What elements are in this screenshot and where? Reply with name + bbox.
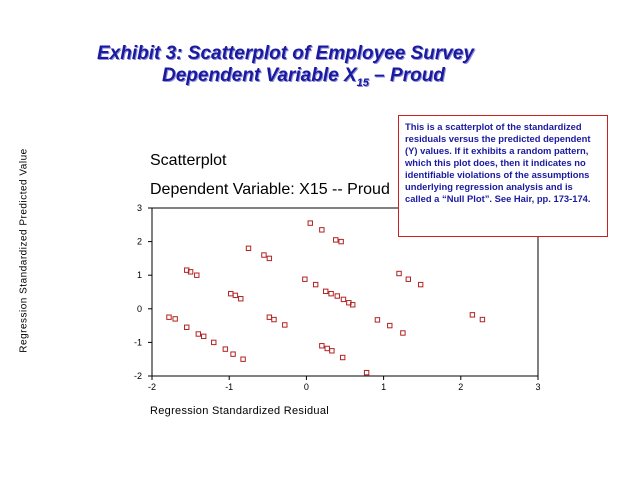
- scatter-point: [325, 346, 329, 350]
- y-tick-label: 3: [136, 203, 142, 213]
- scatter-point: [212, 340, 216, 344]
- scatter-point: [341, 297, 345, 301]
- scatter-point: [308, 221, 312, 225]
- scatter-point: [272, 317, 276, 321]
- title-variable: Dependent Variable X: [162, 65, 357, 86]
- scatter-point: [202, 334, 206, 338]
- scatter-point: [223, 347, 227, 351]
- scatter-point: [397, 271, 401, 275]
- chart-subtitle: Dependent Variable: X15 -- Proud: [150, 181, 390, 198]
- scatter-point: [173, 317, 177, 321]
- scatter-point: [196, 332, 200, 336]
- x-tick-label: -1: [225, 382, 234, 392]
- scatter-point: [303, 277, 307, 281]
- x-tick-label: 1: [381, 382, 387, 392]
- scatter-point: [470, 313, 474, 317]
- scatter-point: [480, 317, 484, 321]
- scatter-point: [418, 282, 422, 286]
- scatter-point: [246, 246, 250, 250]
- scatter-point: [375, 318, 379, 322]
- scatter-point: [167, 315, 171, 319]
- scatter-point: [388, 323, 392, 327]
- y-tick-label: -2: [133, 371, 142, 381]
- y-tick-label: 2: [136, 236, 142, 247]
- y-tick-label: -1: [133, 337, 142, 348]
- scatter-point: [406, 277, 410, 281]
- scatter-point: [320, 344, 324, 348]
- slide-title-line1: Exhibit 3: Scatterplot of Employee Survey: [97, 43, 474, 64]
- scatter-point: [320, 228, 324, 232]
- x-tick-label: 2: [458, 382, 464, 392]
- scatter-point: [241, 357, 245, 361]
- title-subscript: 15: [356, 76, 369, 89]
- scatter-point: [283, 323, 287, 327]
- scatter-point: [401, 331, 405, 335]
- scatter-point: [262, 253, 266, 257]
- scatter-point: [330, 349, 334, 353]
- y-tick-label: 0: [136, 303, 142, 314]
- scatter-point: [334, 238, 338, 242]
- scatter-point: [340, 355, 344, 359]
- scatter-point: [233, 293, 237, 297]
- scatter-point: [185, 325, 189, 329]
- scatter-point: [267, 315, 271, 319]
- scatter-point: [313, 282, 317, 286]
- scatter-point: [324, 289, 328, 293]
- y-tick-label: 1: [136, 270, 142, 281]
- scatter-point: [329, 291, 333, 295]
- scatter-point: [195, 273, 199, 277]
- scatter-point: [339, 239, 343, 243]
- x-tick-label: 0: [303, 382, 309, 392]
- x-tick-label: -2: [147, 382, 157, 392]
- title-tail: – Proud: [368, 65, 445, 86]
- y-axis-label: Regression Standardized Predicted Value: [18, 148, 30, 353]
- scatter-point: [231, 352, 235, 356]
- x-axis-label: Regression Standardized Residual: [150, 405, 329, 417]
- scatter-point: [229, 291, 233, 295]
- scatter-point: [335, 294, 339, 298]
- x-tick-label: 3: [535, 382, 541, 392]
- annotation-note: This is a scatterplot of the standardized residuals versus the predicted dependent (Y) values. If it exhibits a random pattern, which this plot does, then it indicates no identifiable violations of the assumptions underlying regression analysis and is called a “Null Plot”. See Hair, pp. 173-174.: [398, 115, 608, 237]
- chart-title: Scatterplot: [150, 152, 227, 169]
- scatter-point: [267, 256, 271, 260]
- scatter-point: [239, 297, 243, 301]
- scatter-point: [364, 370, 368, 374]
